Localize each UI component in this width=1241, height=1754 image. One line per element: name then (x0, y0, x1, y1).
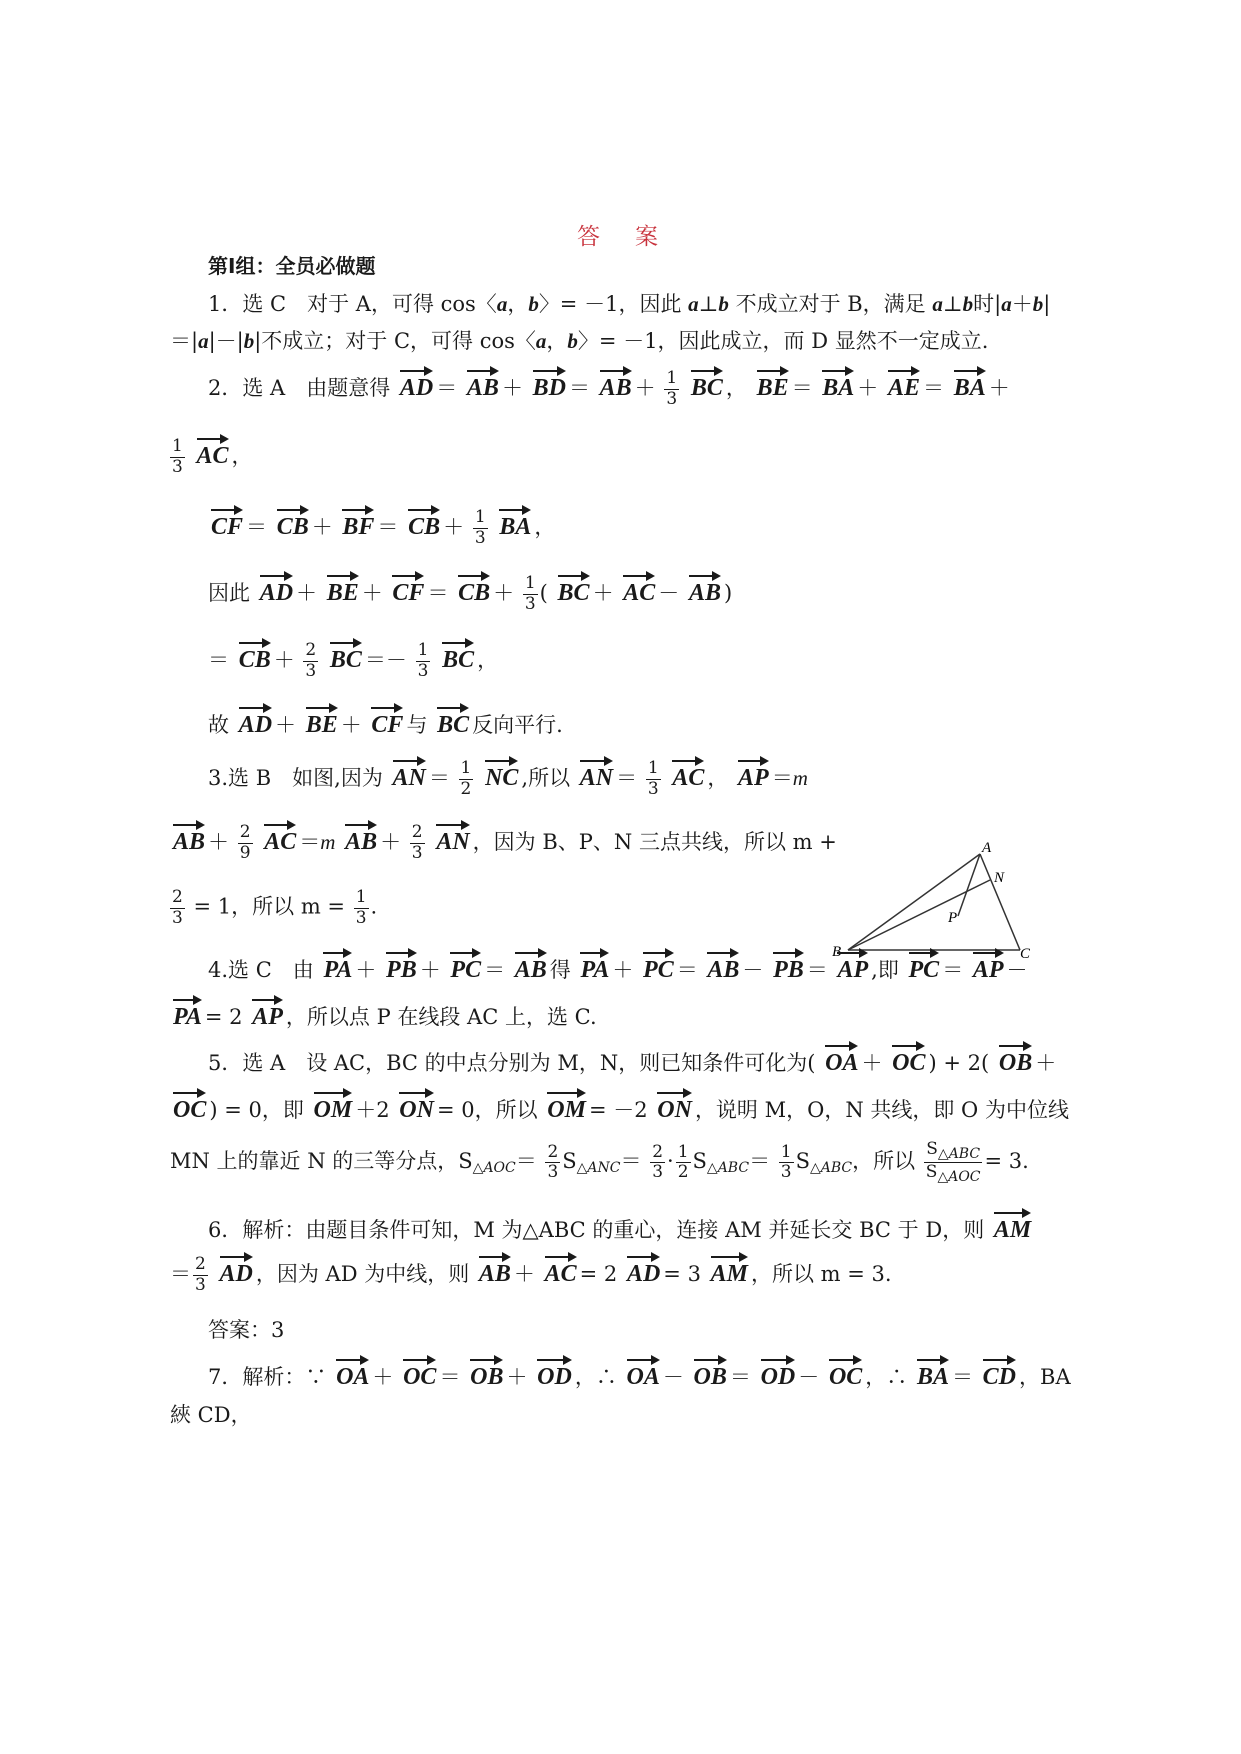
q1-line1: 1．选 C 对于 A，可得 cos〈a，b〉= －1，因此 a⊥b 不成立对于 B，满足 a⊥b时|a＋b| (208, 292, 1051, 316)
vector: OC (829, 1357, 862, 1389)
vector: BE (306, 705, 338, 737)
q2-line1: 2．选 A 由题意得 AD ＝ AB ＋ BD ＝ AB ＋ $\frac{1}{3}$ BC ， BE ＝ BA ＋ AE ＝ BA ＋ (208, 368, 1010, 409)
vector: PB (386, 950, 417, 982)
vector: PC (909, 950, 940, 982)
fraction: $\frac{1}{3}$ (474, 507, 486, 548)
vector: CF (371, 705, 403, 737)
vector: AN (393, 758, 426, 790)
vector: OA (825, 1043, 858, 1075)
vector: AB (173, 822, 205, 854)
vector: AD (260, 573, 293, 605)
vector: AB (479, 1254, 511, 1286)
label-n: N (994, 870, 1005, 886)
vector: BE (327, 573, 359, 605)
vector: PA (323, 950, 352, 982)
label-b: B (832, 944, 842, 960)
vector: AD (400, 368, 433, 400)
fraction: $\frac{1}{3}$ (780, 1141, 792, 1183)
vector: AB (345, 822, 377, 854)
vector: AP (837, 950, 868, 982)
q2-line4: 因此 AD ＋ BE ＋ CF ＝ CB ＋ $\frac{1}{3}$ ( BC ＋ AC － AB ) (208, 573, 733, 614)
segment-bn (848, 880, 990, 950)
fraction: $\frac{1}{2}$ (677, 1141, 689, 1183)
fraction: $\frac{2}{3}$ (172, 887, 183, 928)
vector: BC (330, 640, 362, 672)
vector: BC (691, 368, 723, 400)
vector: AD (239, 705, 272, 737)
q5-line3: MN 上的靠近 N 的三等分点，$S_{\triangle AOC}=$ $\frac{2}{3}$ $S_{\triangle ANC}=$ $\frac{2}{3}$ · $\frac{1}{2}$ $S_{\triangle ABC}=$ $\frac{1}{3}$ $S_{\triangle ABC}$，所以 $\frac{S_{\triangle ABC}}{S_{\triangle AOC}}$ = 3. (170, 1139, 1029, 1186)
vector: OD (537, 1357, 572, 1389)
vector: BC (558, 573, 590, 605)
vector: CB (239, 640, 271, 672)
vector: AB (515, 950, 547, 982)
q1-line2: ＝|a|－|b|不成立；对于 C，可得 cos〈a，b〉= －1，因此成立，而 D 显然不一定成立. (170, 329, 989, 353)
vector: CB (277, 507, 309, 539)
vector: OA (627, 1357, 660, 1389)
vector: PC (643, 950, 674, 982)
q7-line2: 綊 CD， (170, 1403, 252, 1427)
vector: AD (627, 1254, 660, 1286)
q3-line2: AB ＋ $\frac{2}{9}$ AC ＝m AB ＋ $\frac{2}{3}$ AN ，因为 B、P、N 三点共线，所以 m + (173, 822, 837, 863)
vector: OC (892, 1043, 925, 1075)
vector: CD (983, 1357, 1016, 1389)
q7-line1: 7．解析：∵ OA ＋ OC ＝ OB ＋ OD ，∴ OA － OB ＝ OD － OC ，∴ BA ＝ CD ，BA (208, 1357, 1071, 1389)
vector: AM (994, 1210, 1031, 1242)
triangle-figure (830, 840, 1030, 960)
vector: AP (252, 997, 283, 1029)
vector: OD (761, 1357, 796, 1389)
fraction: $\frac{1}{3}$ (524, 573, 536, 614)
section-heading: 第Ⅰ组：全员必做题 (208, 254, 376, 278)
q6-line1: 6．解析：由题目条件可知，M 为△ABC 的重心，连接 AM 并延长交 BC 于 D，则 AM (208, 1210, 1034, 1242)
vector: PC (450, 950, 481, 982)
vector: OB (470, 1357, 503, 1389)
vector: AC (545, 1254, 577, 1286)
edge-ba (848, 854, 980, 950)
vector: AN (436, 822, 469, 854)
fraction: $\frac{2}{3}$ (547, 1141, 559, 1183)
fraction: $\frac{2}{3}$ (305, 640, 317, 681)
vector: OC (173, 1090, 206, 1122)
vector: CF (392, 573, 424, 605)
vector: ON (657, 1090, 692, 1122)
q4-line2: PA = 2 AP ，所以点 P 在线段 AC 上，选 C. (170, 997, 597, 1029)
fraction: $\frac{2}{9}$ (239, 822, 251, 863)
vector: AE (888, 368, 920, 400)
fraction: $\frac{2}{3}$ (411, 822, 423, 863)
vector: AC (264, 822, 296, 854)
fraction: $\frac{2}{3}$ (652, 1141, 664, 1183)
vector: CB (458, 573, 490, 605)
vector: OA (336, 1357, 369, 1389)
q2-line6: 故 AD ＋ BE ＋ CF 与 BC 反向平行. (208, 705, 563, 737)
vector: AB (707, 950, 739, 982)
label-p: P (948, 910, 958, 926)
vector: AB (689, 573, 721, 605)
q3-line3: $\frac{2}{3}$ = 1，所以 m = $\frac{1}{3}$ . (172, 887, 378, 928)
vector: NC (485, 758, 518, 790)
segment-ap (958, 854, 980, 916)
q2-line2: $\frac{1}{3}$ AC ， (172, 436, 253, 477)
vector: CF (211, 507, 243, 539)
vector: CB (408, 507, 440, 539)
vector: BD (533, 368, 566, 400)
label-c: C (1020, 946, 1030, 960)
vector: BE (757, 368, 789, 400)
vector: BC (437, 705, 469, 737)
vector: BA (954, 368, 986, 400)
vector: AP (973, 950, 1004, 982)
vector: AB (600, 368, 632, 400)
fraction: $\frac{1}{3}$ (172, 436, 183, 477)
vector: PB (773, 950, 804, 982)
q2-line3: CF ＝ CB ＋ BF ＝ CB ＋ $\frac{1}{3}$ BA ， (211, 507, 556, 548)
q5-line1: 5．选 A 设 AC，BC 的中点分别为 M，N，则已知条件可化为( OA ＋ OC ) + 2( OB ＋ (208, 1043, 1056, 1075)
label-a: A (982, 840, 992, 856)
vector: AC (197, 436, 229, 468)
vector: OM (314, 1090, 353, 1122)
q6-line2: ＝ $\frac{2}{3}$ AD ，因为 AD 为中线，则 AB ＋ AC = 2 AD = 3 AM ，所以 m = 3. (170, 1254, 892, 1295)
vector: BA (499, 507, 531, 539)
q6-answer: 答案：3 (208, 1318, 285, 1342)
area-ratio: $\frac{S_{\triangle ABC}}{S_{\triangle AOC}}$ (925, 1139, 981, 1186)
q2-line5: ＝ CB ＋ $\frac{2}{3}$ BC ＝－ $\frac{1}{3}$ BC ， (208, 640, 499, 681)
vector: BA (917, 1357, 949, 1389)
q5-line2: OC ) = 0，即 OM ＋2 ON = 0，所以 OM = －2 ON ，说明 M，O，N 共线，即 O 为中位线 (170, 1090, 1069, 1122)
q3-line1: 3.选 B 如图,因为 AN ＝ $\frac{1}{2}$ NC ,所以 AN ＝ $\frac{1}{3}$ AC ， AP ＝m (208, 758, 808, 799)
vector: AB (467, 368, 499, 400)
fraction: $\frac{1}{3}$ (647, 758, 659, 799)
vector: PA (173, 997, 202, 1029)
vector: AM (711, 1254, 748, 1286)
vector: BC (442, 640, 474, 672)
q4-line1: 4.选 C 由 PA ＋ PB ＋ PC ＝ AB 得 PA ＋ PC ＝ AB － PB ＝ AP ,即 PC ＝ AP － (208, 950, 1028, 982)
vector: PA (580, 950, 609, 982)
page-title: 答 案 (577, 224, 664, 250)
vector: AD (220, 1254, 253, 1286)
vector: BF (342, 507, 374, 539)
vector: OB (999, 1043, 1032, 1075)
vector: OC (403, 1357, 436, 1389)
vector: AN (580, 758, 613, 790)
fraction: $\frac{1}{3}$ (666, 368, 678, 409)
fraction: $\frac{2}{3}$ (195, 1254, 206, 1295)
vector: AP (738, 758, 769, 790)
fraction: $\frac{1}{2}$ (460, 758, 472, 799)
fraction: $\frac{1}{3}$ (417, 640, 429, 681)
fraction: $\frac{1}{3}$ (355, 887, 367, 928)
vector: ON (399, 1090, 434, 1122)
vector: AC (623, 573, 655, 605)
vector: OM (547, 1090, 586, 1122)
vector: OB (694, 1357, 727, 1389)
edge-ac (980, 854, 1020, 950)
vector: AC (672, 758, 704, 790)
vector: BA (822, 368, 854, 400)
